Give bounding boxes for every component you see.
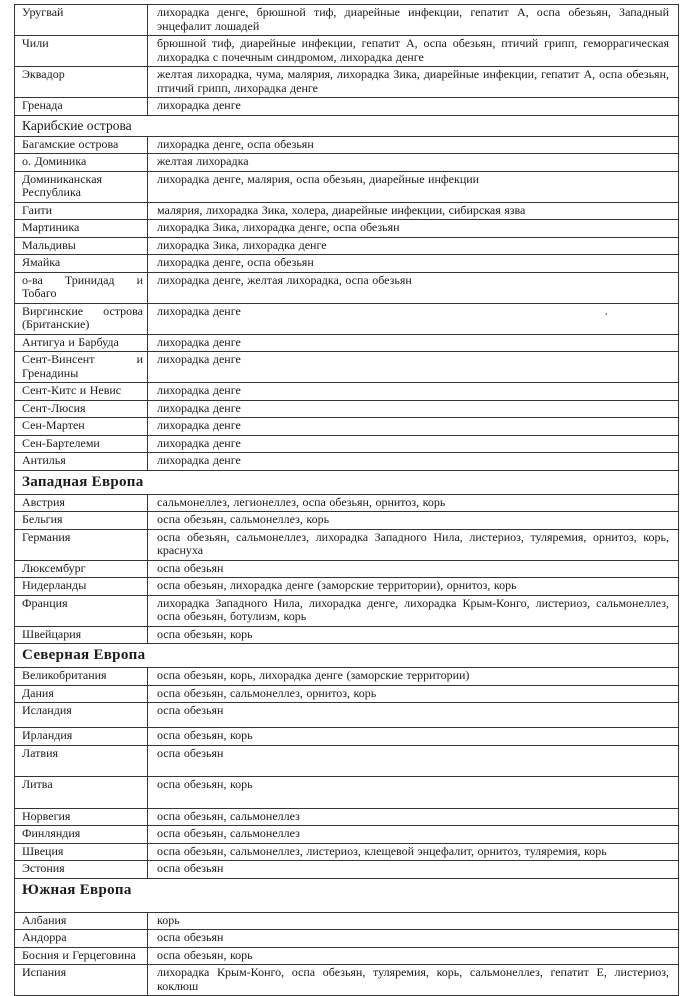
diseases-cell: оспа обезьян [148,703,679,728]
country-cell: Доминиканская Республика [15,171,148,202]
table-row [15,202,679,220]
country-cell: о-ва Тринидад и Тобаго [15,272,148,303]
country-cell: Виргинские острова (Британские) [15,303,148,334]
country-cell: Чили [15,36,148,67]
table-row [15,728,679,746]
table-row [15,67,679,98]
section-header: Западная Европа [15,470,679,494]
table-row [15,745,679,776]
table-row [15,418,679,436]
table-row [15,626,679,644]
table-row [15,171,679,202]
scan-artifact-mark: , [605,306,608,317]
table-row [15,453,679,471]
table-row [15,154,679,172]
table-row [15,136,679,154]
country-cell: Люксембург [15,560,148,578]
diseases-cell: сальмонеллез, легионеллез, оспа обезьян, орнитоз, корь [148,494,679,512]
country-cell: Дания [15,685,148,703]
diseases-cell: оспа обезьян [148,861,679,879]
diseases-cell: оспа обезьян [148,745,679,776]
diseases-cell: лихорадка денге, оспа обезьян [148,255,679,273]
country-cell: Багамские острова [15,136,148,154]
table-row [15,255,679,273]
table-row [15,98,679,116]
diseases-cell: брюшной тиф, диарейные инфекции, гепатит А, оспа обезьян, птичий грипп, геморрагическая лихорадка с почечным синдромом, лихорадка денге [148,36,679,67]
diseases-cell: оспа обезьян [148,930,679,948]
diseases-cell: лихорадка Западного Нила, лихорадка денге, лихорадка Крым-Конго, листериоз, сальмонеллез, оспа обезьян, ботулизм, корь [148,595,679,626]
country-cell: Мальдивы [15,237,148,255]
country-cell: Сент-Китс и Невис [15,383,148,401]
table-row [15,668,679,686]
country-cell: Антигуа и Барбуда [15,334,148,352]
country-cell: Испания [15,965,148,996]
diseases-cell: оспа обезьян, сальмонеллез, орнитоз, корь [148,685,679,703]
country-cell: Сент-Винсент и Гренадины [15,352,148,383]
country-cell: Гренада [15,98,148,116]
country-cell: Ямайка [15,255,148,273]
diseases-cell: лихорадка Крым-Конго, оспа обезьян, туляремия, корь, сальмонеллез, гепатит Е, листериоз, коклюш [148,965,679,996]
table-row [15,947,679,965]
country-cell: Сен-Бартелеми [15,435,148,453]
diseases-cell: оспа обезьян, сальмонеллез, корь [148,512,679,530]
diseases-cell: желтая лихорадка [148,154,679,172]
diseases-cell: оспа обезьян, сальмонеллез [148,808,679,826]
country-cell: Сент-Люсия [15,400,148,418]
section-header-row [15,115,679,136]
diseases-cell: лихорадка денге [148,352,679,383]
diseases-cell: лихорадка денге [148,334,679,352]
country-cell: Сен-Мартен [15,418,148,436]
country-cell: Эстония [15,861,148,879]
table-row [15,930,679,948]
table-row [15,685,679,703]
table-row [15,435,679,453]
table-row [15,912,679,930]
table-row [15,36,679,67]
table-row [15,578,679,596]
table-row [15,5,679,36]
table-row [15,560,679,578]
table-row [15,776,679,808]
country-cell: Латвия [15,745,148,776]
country-cell: Швейцария [15,626,148,644]
diseases-cell: лихорадка денге [148,400,679,418]
table-row [15,826,679,844]
table-row [15,861,679,879]
diseases-cell: желтая лихорадка, чума, малярия, лихорадка Зика, диарейные инфекции, гепатит А, оспа обезьян, птичий грипп, лихорадка денге [148,67,679,98]
country-cell: Исландия [15,703,148,728]
table-row [15,334,679,352]
country-cell: Швеция [15,843,148,861]
diseases-cell: оспа обезьян [148,560,679,578]
diseases-cell: лихорадка денге, малярия, оспа обезьян, диарейные инфекции [148,171,679,202]
diseases-cell: оспа обезьян, корь [148,776,679,808]
disease-table [14,4,679,996]
section-header-row [15,878,679,912]
table-row [15,965,679,996]
table-row [15,843,679,861]
table-row [15,703,679,728]
diseases-cell: оспа обезьян, корь, лихорадка денге (заморские территории) [148,668,679,686]
country-cell: Антилья [15,453,148,471]
diseases-cell: лихорадка денге, оспа обезьян [148,136,679,154]
diseases-cell: оспа обезьян, корь [148,626,679,644]
country-cell: Мартиника [15,220,148,238]
country-cell: Австрия [15,494,148,512]
section-header-row [15,644,679,668]
table-row [15,595,679,626]
country-cell: о. Доминика [15,154,148,172]
table-row [15,272,679,303]
country-cell: Бельгия [15,512,148,530]
diseases-cell: оспа обезьян, корь [148,947,679,965]
diseases-cell: лихорадка Зика, лихорадка денге [148,237,679,255]
disease-table-body [15,5,679,996]
diseases-cell: лихорадка денге, брюшной тиф, диарейные инфекции, гепатит А, оспа обезьян, Западный энцефалит лошадей [148,5,679,36]
section-header: Карибские острова [15,115,679,136]
diseases-cell: лихорадка денге [148,383,679,401]
diseases-cell: лихорадка денге [148,98,679,116]
country-cell: Великобритания [15,668,148,686]
diseases-cell: оспа обезьян, лихорадка денге (заморские территории), орнитоз, корь [148,578,679,596]
table-row [15,494,679,512]
country-cell: Андорра [15,930,148,948]
table-row [15,237,679,255]
diseases-cell: лихорадка денге [148,453,679,471]
diseases-cell: оспа обезьян, корь [148,728,679,746]
table-row [15,352,679,383]
diseases-cell: оспа обезьян, сальмонеллез, лихорадка Западного Нила, листериоз, туляремия, орнитоз, корь, краснуха [148,529,679,560]
diseases-cell: лихорадка денге [148,303,679,334]
country-cell: Финляндия [15,826,148,844]
table-row [15,529,679,560]
country-cell: Эквадор [15,67,148,98]
diseases-cell: лихорадка денге [148,435,679,453]
diseases-cell: малярия, лихорадка Зика, холера, диарейные инфекции, сибирская язва [148,202,679,220]
diseases-cell: лихорадка Зика, лихорадка денге, оспа обезьян [148,220,679,238]
table-row [15,400,679,418]
section-header-row [15,470,679,494]
diseases-cell: оспа обезьян, сальмонеллез [148,826,679,844]
table-row [15,303,679,334]
section-header: Северная Европа [15,644,679,668]
diseases-cell: корь [148,912,679,930]
country-cell: Гаити [15,202,148,220]
country-cell: Литва [15,776,148,808]
table-row [15,220,679,238]
country-cell: Нидерланды [15,578,148,596]
country-cell: Франция [15,595,148,626]
country-cell: Босния и Герцеговина [15,947,148,965]
diseases-cell: лихорадка денге, желтая лихорадка, оспа обезьян [148,272,679,303]
country-cell: Уругвай [15,5,148,36]
country-cell: Норвегия [15,808,148,826]
diseases-cell: лихорадка денге [148,418,679,436]
country-cell: Албания [15,912,148,930]
table-row [15,512,679,530]
table-row [15,808,679,826]
table-row [15,383,679,401]
country-cell: Германия [15,529,148,560]
diseases-cell: оспа обезьян, сальмонеллез, листериоз, клещевой энцефалит, орнитоз, туляремия, корь [148,843,679,861]
country-cell: Ирландия [15,728,148,746]
section-header: Южная Европа [15,878,679,912]
